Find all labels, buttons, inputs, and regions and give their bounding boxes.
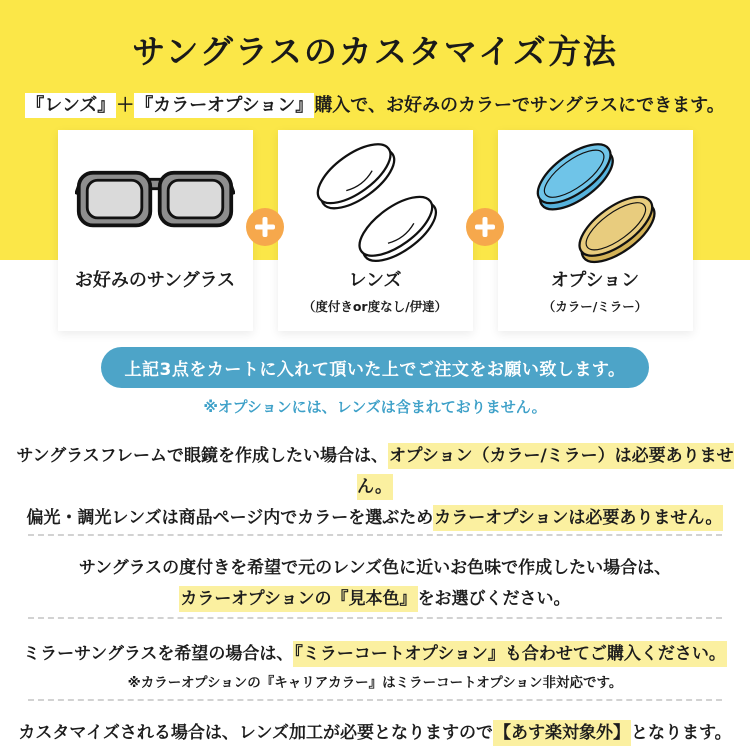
info-line xyxy=(0,639,750,670)
subtitle-text: ＋ xyxy=(116,95,135,116)
step-box-options xyxy=(498,130,693,331)
plain-text: をお選びください。 xyxy=(417,589,571,609)
highlighted-text: オプション（カラー/ミラー）は必要ありません。 xyxy=(357,443,734,500)
highlighted-text: カラーオプションの『見本色』 xyxy=(179,586,417,612)
plain-text: となります。 xyxy=(630,723,732,743)
subtitle-chip: 『レンズ』 xyxy=(26,95,116,116)
plain-text: ※カラーオプションの『キャリアカラー』はミラーコートオプション非対応です。 xyxy=(127,675,623,691)
subtitle-chip: 『カラーオプション』 xyxy=(135,95,314,116)
step-label: オプション xyxy=(550,270,640,291)
option-note: ※オプションには、レンズは含まれておりません。 xyxy=(203,398,547,416)
step-label: レンズ xyxy=(348,270,402,291)
plain-text: ミラーサングラスを希望の場合は、 xyxy=(23,644,294,664)
color-lenses-icon xyxy=(526,130,664,270)
plus-icon xyxy=(246,208,284,246)
plain-text: サングラスフレームで眼鏡を作成したい場合は、 xyxy=(16,446,388,466)
info-line xyxy=(0,670,750,696)
order-instruction-banner: 上記3点をカートに入れて頂いた上でご注文をお願い致します。 xyxy=(101,347,650,388)
step-sublabel: （カラー/ミラー） xyxy=(542,298,648,314)
step-sublabel: （度付きor度なし/伊達） xyxy=(302,298,448,314)
plain-text: サングラスの度付きを希望で元のレンズ色に近いお色味で作成したい場合は、 xyxy=(78,558,672,578)
highlighted-text: 【あす楽対象外】 xyxy=(493,720,631,746)
step-box-lenses xyxy=(278,130,473,331)
plain-text: カスタマイズされる場合は、レンズ加工が必要となりますので xyxy=(18,723,493,743)
info-line xyxy=(0,441,750,503)
info-section xyxy=(0,417,750,534)
steps-row xyxy=(0,130,750,331)
info-line xyxy=(0,584,750,615)
step-box-sunglasses xyxy=(58,130,253,331)
info-section xyxy=(0,536,750,617)
plus-icon xyxy=(466,208,504,246)
highlighted-text: カラーオプションは必要ありません。 xyxy=(433,505,723,531)
subtitle-text: 購入で、お好みのカラーでサングラスにできます。 xyxy=(314,95,725,116)
info-line xyxy=(0,503,750,534)
highlighted-text: 『ミラーコートオプション』も合わせてご購入ください。 xyxy=(293,641,726,667)
info-line xyxy=(0,553,750,584)
info-section xyxy=(0,701,750,750)
info-section xyxy=(0,619,750,699)
info-line xyxy=(0,718,750,749)
plain-text: 偏光・調光レンズは商品ページ内でカラーを選ぶため xyxy=(26,508,434,528)
sunglasses-icon xyxy=(75,130,235,270)
info-sections xyxy=(0,417,750,750)
page-title: サングラスのカスタマイズ方法 xyxy=(132,32,618,71)
clear-lenses-icon xyxy=(306,130,444,270)
subtitle xyxy=(0,91,750,117)
step-label: お好みのサングラス xyxy=(74,270,236,291)
